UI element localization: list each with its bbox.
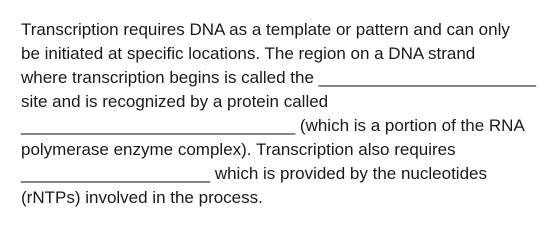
question-line: (rNTPs) involved in the process. <box>21 188 263 207</box>
question-line: polymerase enzyme complex). Transcription also requires <box>21 140 456 159</box>
question-line: be initiated at specific locations. The region on a DNA strand <box>21 44 476 63</box>
question-line-blank-3: ____________________ which is provided by the nucleotides <box>21 164 487 183</box>
question-text <box>21 18 551 210</box>
question-line: site and is recognized by a protein called <box>21 92 329 111</box>
question-line-blank-2: _____________________________ (which is a portion of the RNA <box>21 116 525 135</box>
question-line-blank-1: where transcription begins is called the _______________________ <box>21 68 537 87</box>
question-line: Transcription requires DNA as a template or pattern and can only <box>21 20 510 39</box>
